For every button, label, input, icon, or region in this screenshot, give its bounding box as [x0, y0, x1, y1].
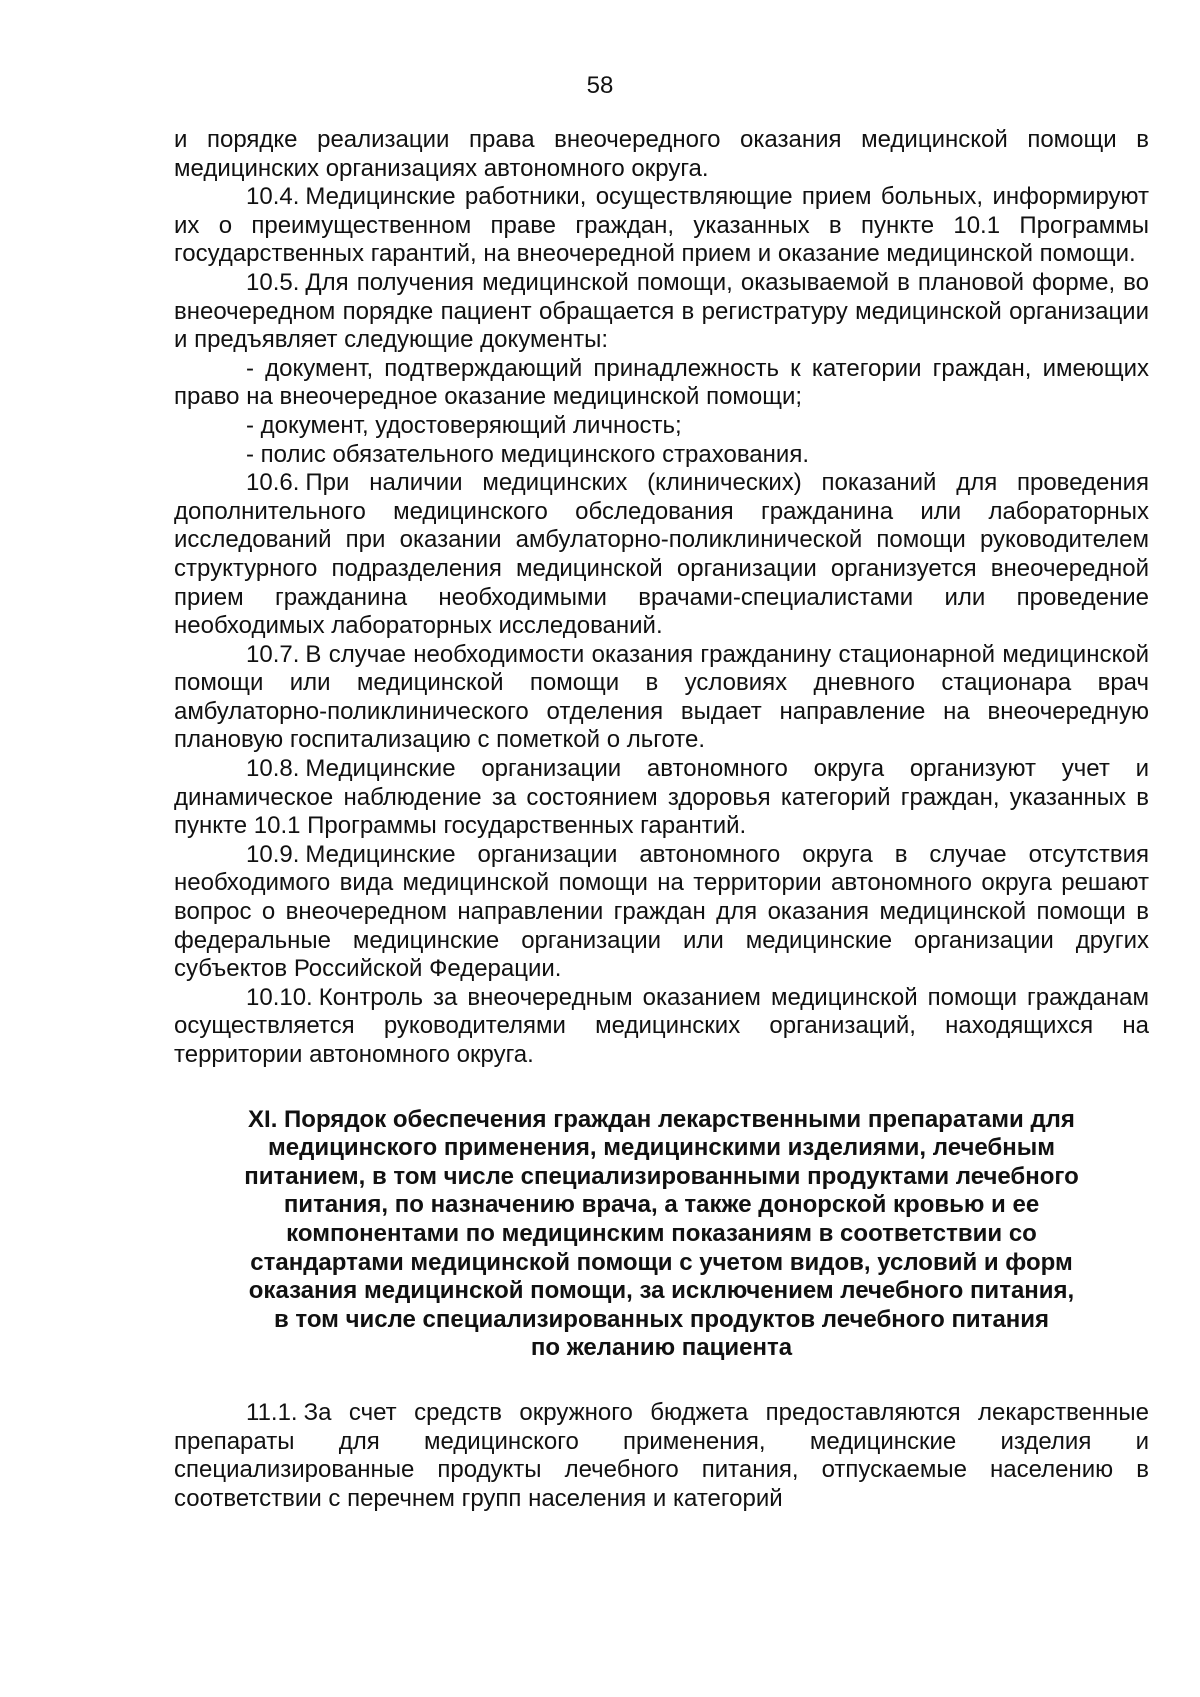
paragraph-text: Медицинские работники, осуществляющие прием больных, информируют их о преимущественном праве граждан, указанных в пункте 10.1 Программы государственных гарантий, на внеочередной прием и оказание медицинской помощи. [174, 183, 1149, 268]
paragraph-10-8 [174, 755, 1149, 841]
paragraph-number: 10.5. [246, 268, 300, 296]
list-item-text: - полис обязательного медицинского страхования. [246, 440, 809, 468]
paragraph-text: Контроль за внеочередным оказанием медицинской помощи гражданам осуществляется руководителями медицинских организаций, находящихся на территории автономного округа. [174, 983, 1149, 1068]
paragraph-11-1 [174, 1399, 1149, 1513]
section-title-line: питанием, в том числе специализированными продуктами лечебного [244, 1162, 1079, 1190]
paragraph-text: Медицинские организации автономного округа в случае отсутствия необходимого вида медицинской помощи на территории автономного округа решают вопрос о внеочередном направлении граждан для оказания медицинской помощи в федеральные медицинские организации или медицинские организации других субъектов Российской Федерации. [174, 840, 1149, 983]
list-item-document [174, 355, 1149, 412]
paragraph-10-4 [174, 183, 1149, 269]
paragraph-number: 10.8. [246, 755, 300, 783]
paragraph-10-6 [174, 469, 1149, 641]
section-title-line: XI. Порядок обеспечения граждан лекарственными препаратами для [248, 1105, 1075, 1133]
paragraph-number: 11.1. [246, 1398, 298, 1426]
paragraph-number: 10.9. [246, 840, 300, 868]
section-title-line: питания, по назначению врача, а также донорской кровью и ее [283, 1191, 1040, 1219]
section-title-line: в том числе специализированных продуктов лечебного питания [273, 1305, 1050, 1333]
paragraph-text: Медицинские организации автономного округа организуют учет и динамическое наблюдение за состоянием здоровья категорий граждан, указанных в пункте 10.1 Программы государственных гарантий. [174, 755, 1149, 840]
section-title-line: по желанию пациента [530, 1334, 793, 1362]
list-item-text: - документ, удостоверяющий личность; [246, 411, 682, 439]
paragraph-10-7 [174, 641, 1149, 755]
list-item-identity [174, 412, 1149, 441]
paragraph-continuation [174, 126, 1149, 183]
section-title-line: оказания медицинской помощи, за исключением лечебного питания, [248, 1277, 1075, 1305]
paragraph-number: 10.7. [246, 640, 300, 668]
paragraph-text: За счет средств окружного бюджета предоставляются лекарственные препараты для медицинского применения, медицинские изделия и специализированные продукты лечебного питания, отпускаемые населению в соответствии с перечнем групп населения и категорий [174, 1398, 1149, 1512]
paragraph-10-9 [174, 841, 1149, 984]
paragraph-number: 10.10. [246, 983, 313, 1011]
section-title-line: медицинского применения, медицинскими изделиями, лечебным [268, 1134, 1055, 1162]
paragraph-number: 10.6. [246, 469, 300, 497]
section-title-line: стандартами медицинской помощи с учетом видов, условий и форм [250, 1248, 1073, 1276]
list-item-text: - документ, подтверждающий принадлежность к категории граждан, имеющих право на внеочередное оказание медицинской помощи; [174, 354, 1149, 411]
paragraph-text: и порядке реализации права внеочередного оказания медицинской помощи в медицинских организациях автономного округа. [174, 126, 1149, 182]
section-title [174, 1106, 1149, 1363]
list-item-insurance [174, 441, 1149, 470]
paragraph-text: При наличии медицинских (клинических) показаний для проведения дополнительного медицинского обследования гражданина или лабораторных исследований при оказании амбулаторно-поликлинической помощи руководителем структурного подразделения медицинской организации организуется внеочередной прием гражданина необходимыми врачами-специалистами или проведение необходимых лабораторных исследований. [174, 469, 1149, 640]
paragraph-text: В случае необходимости оказания гражданину стационарной медицинской помощи или медицинской помощи в условиях дневного стационара врач амбулаторно-поликлинического отделения выдает направление на внеочередную плановую госпитализацию с пометкой о льготе. [174, 640, 1149, 754]
paragraph-text: Для получения медицинской помощи, оказываемой в плановой форме, во внеочередном порядке пациент обращается в регистратуру медицинской организации и предъявляет следующие документы: [174, 268, 1149, 354]
paragraph-10-5 [174, 269, 1149, 355]
page-number: 58 [586, 72, 614, 99]
paragraph-number: 10.4. [246, 183, 300, 211]
section-title-line: компонентами по медицинским показаниям в соответствии со [286, 1219, 1037, 1247]
paragraph-10-10 [174, 984, 1149, 1070]
document-body [174, 126, 1149, 1513]
